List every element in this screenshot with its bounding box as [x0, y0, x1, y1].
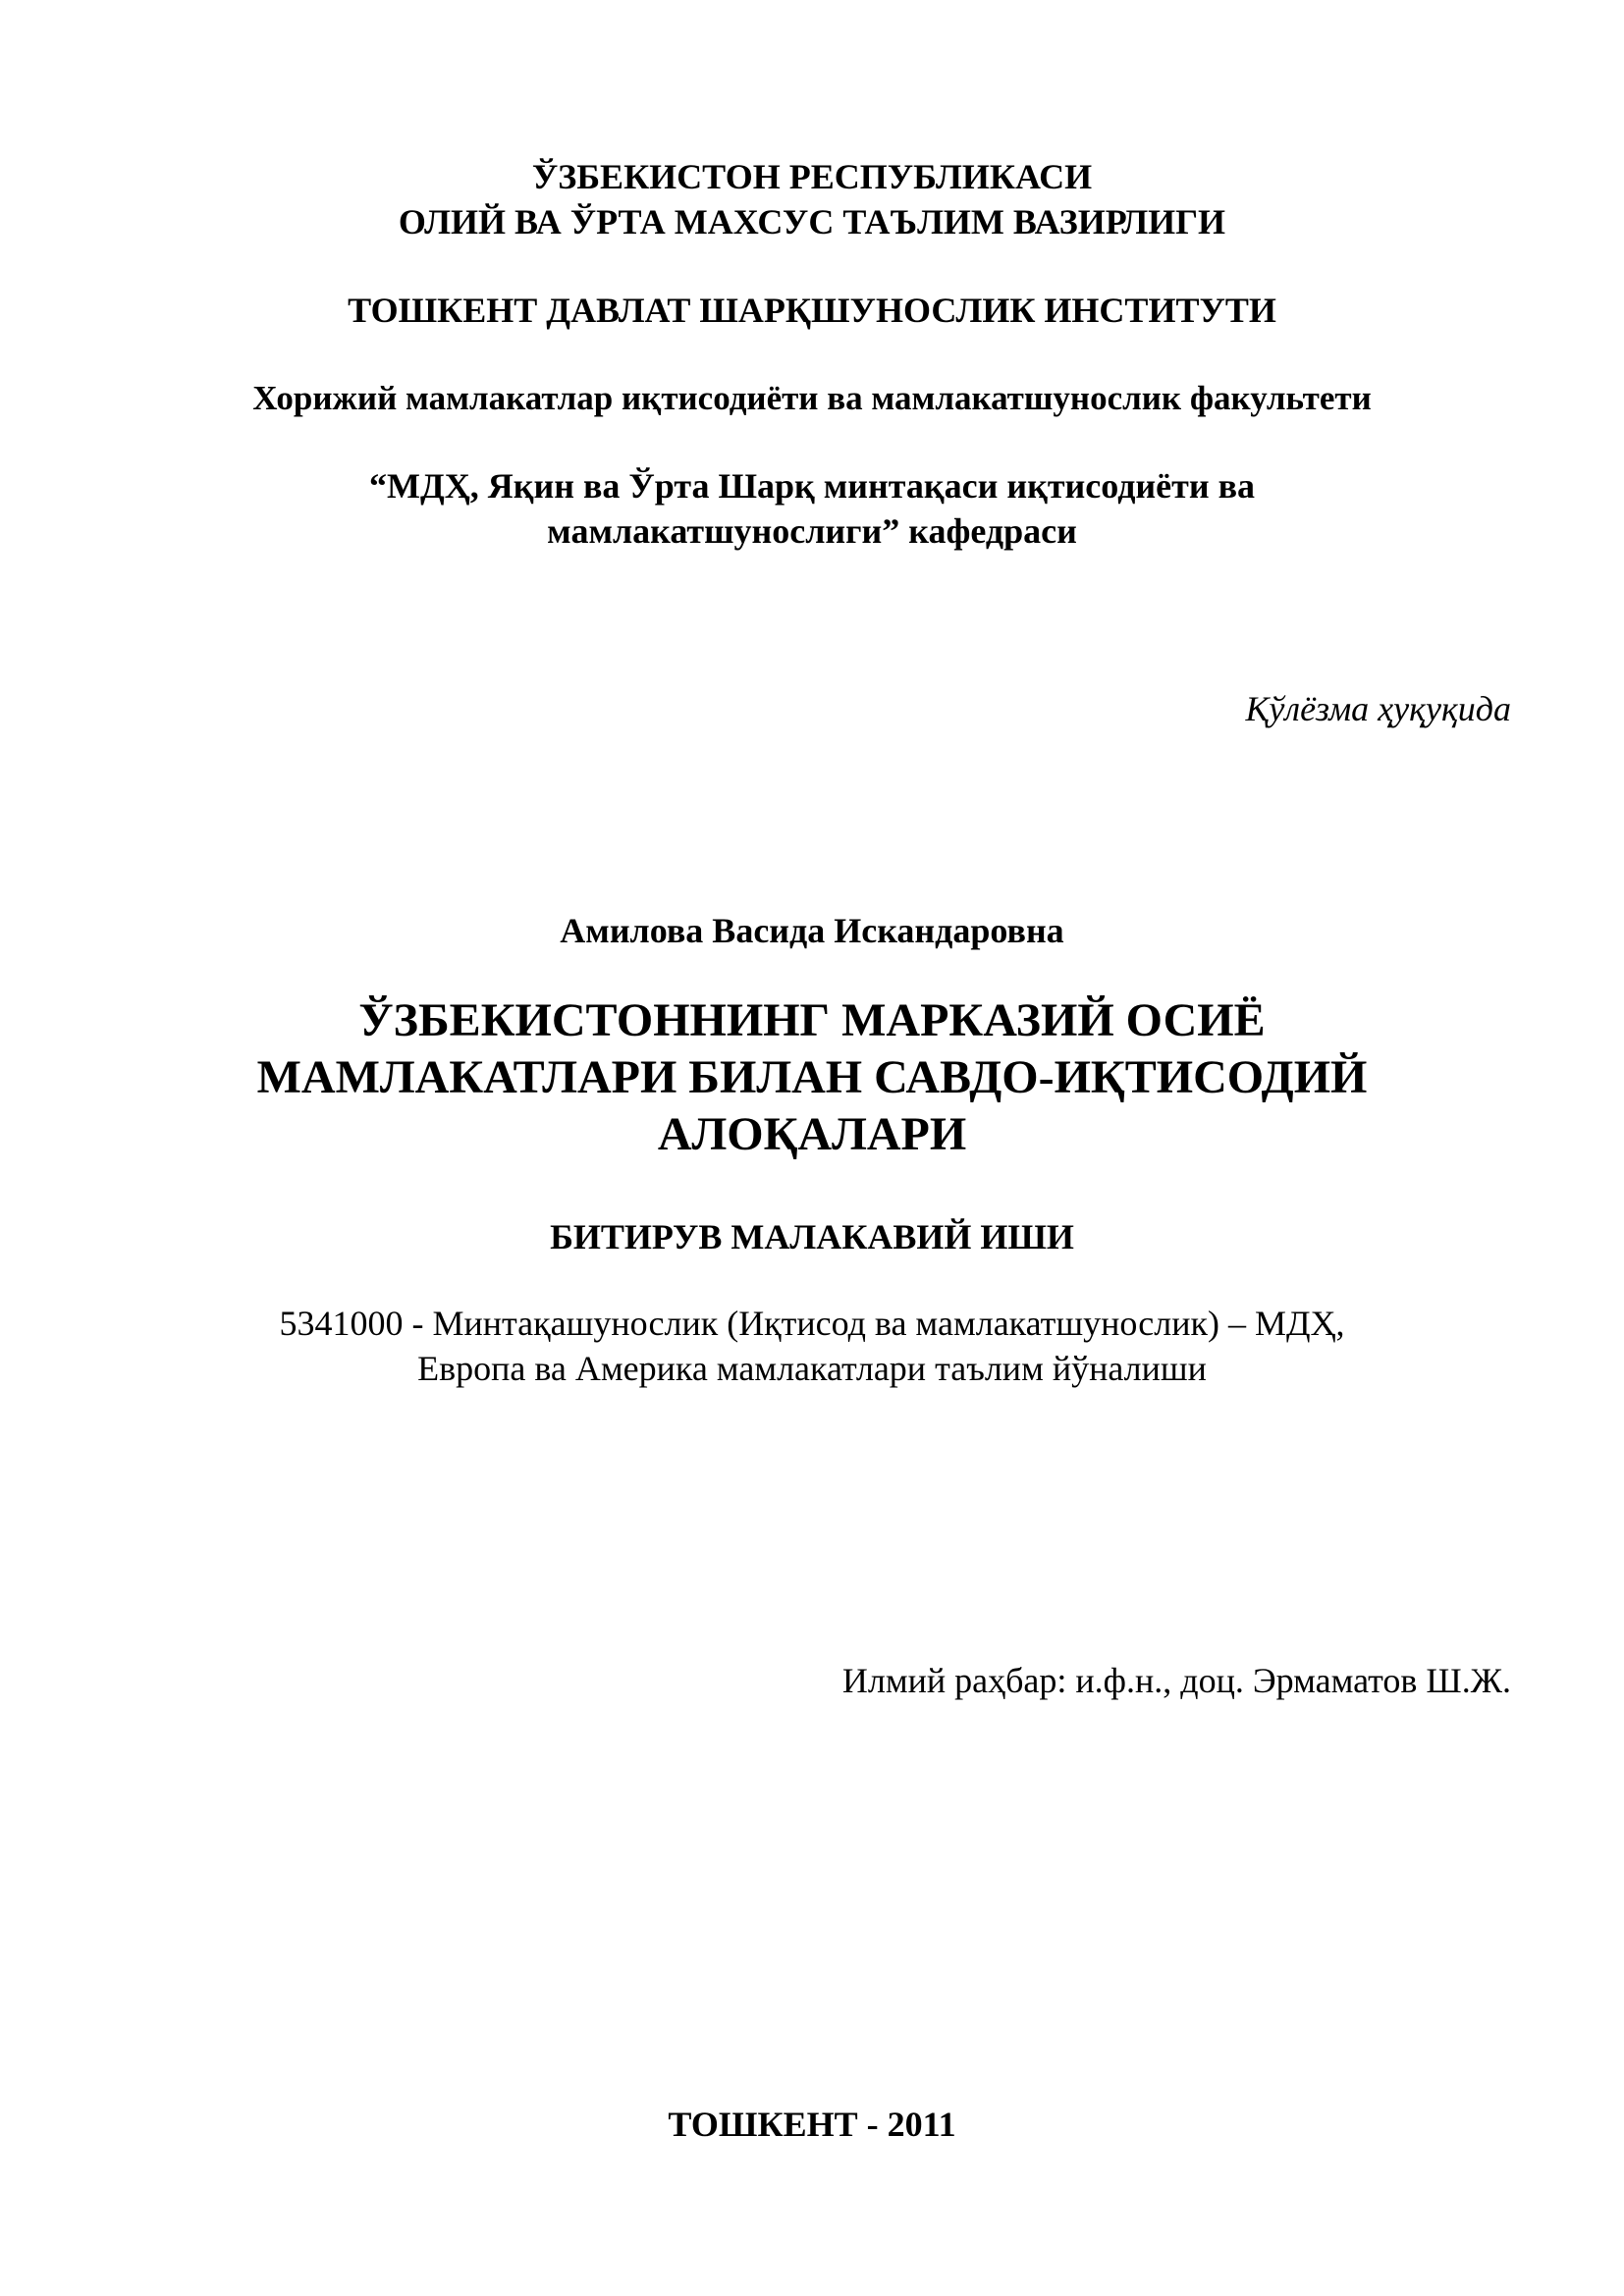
thesis-title-line3: АЛОҚАЛАРИ	[657, 1108, 967, 1160]
work-type: БИТИРУВ МАЛАКАВИЙ ИШИ	[550, 1217, 1074, 1256]
thesis-title-line2: МАМЛАКАТЛАРИ БИЛАН САВДО-ИҚТИСОДИЙ	[256, 1051, 1368, 1103]
republic-heading: ЎЗБЕКИСТОН РЕСПУБЛИКАСИ	[531, 157, 1093, 196]
specialty-line2: Европа ва Америка мамлакатлари таълим йўналиши	[417, 1349, 1207, 1388]
author-name: Амилова Васида Искандаровна	[560, 911, 1064, 950]
department-heading-line2: мамлакатшунослиги” кафедраси	[547, 511, 1077, 551]
ministry-heading: ОЛИЙ ВА ЎРТА МАХСУС ТАЪЛИМ ВАЗИРЛИГИ	[398, 202, 1226, 241]
specialty-line1: 5341000 - Минтақашунослик (Иқтисод ва мамлакатшунослик) – МДҲ,	[279, 1304, 1345, 1343]
manuscript-note: Қўлёзма ҳуқуқида	[1245, 689, 1511, 728]
thesis-title-line1: ЎЗБЕКИСТОННИНГ МАРКАЗИЙ ОСИЁ	[358, 994, 1266, 1046]
faculty-heading: Хорижий мамлакатлар иқтисодиёти ва мамлакатшунослик факультети	[252, 379, 1372, 417]
institute-heading: ТОШКЕНТ ДАВЛАТ ШАРҚШУНОСЛИК ИНСТИТУТИ	[348, 291, 1276, 330]
supervisor: Илмий раҳбар: и.ф.н., доц. Эрмаматов Ш.Ж.	[841, 1661, 1511, 1700]
city-year: ТОШКЕНТ - 2011	[668, 2105, 956, 2144]
department-heading-line1: “МДҲ, Яқин ва Ўрта Шарқ минтақаси иқтисодиёти ва	[368, 466, 1256, 506]
